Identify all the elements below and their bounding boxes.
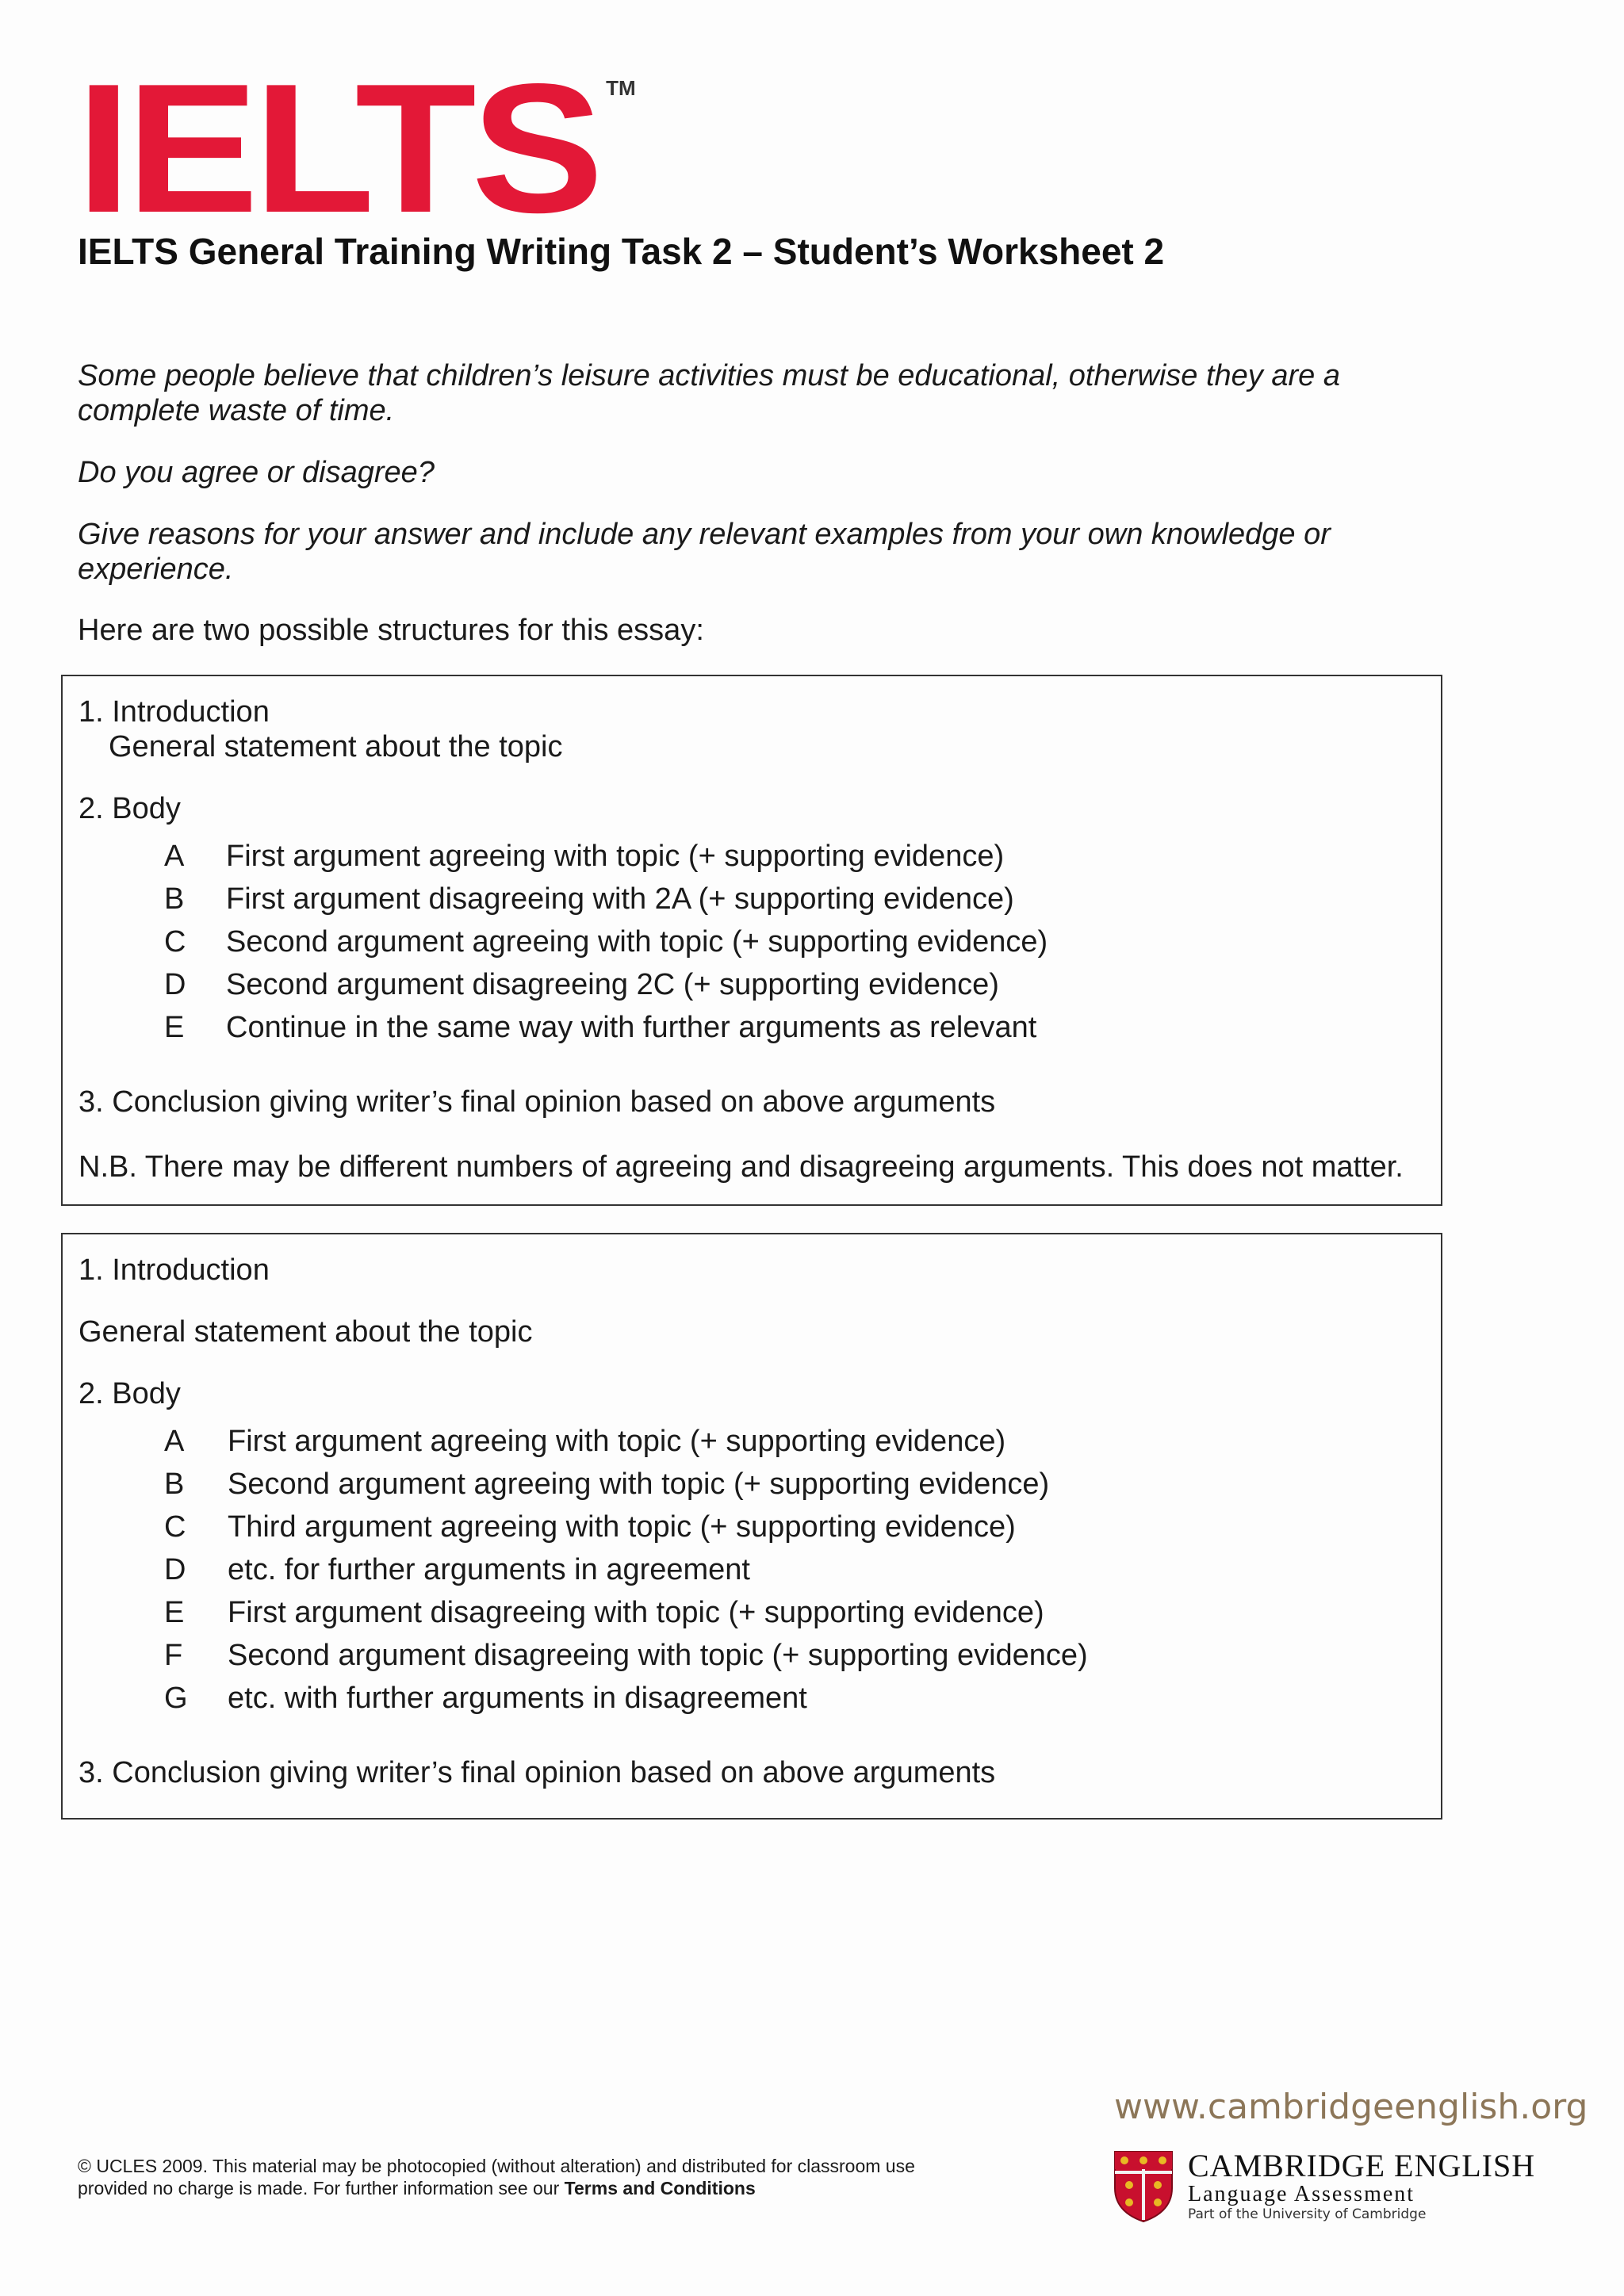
- structure-box-1: [61, 675, 1442, 1206]
- copyright-text: © UCLES 2009. This material may be photocopied (without alteration) and distributed for classroom use provided no charge is made. For further information see our: [78, 2156, 915, 2198]
- website-url[interactable]: www.cambridgeenglish.org: [1114, 2087, 1588, 2127]
- item-letter: G: [164, 1682, 188, 1715]
- trademark-symbol: TM: [606, 76, 636, 100]
- item-letter: F: [164, 1639, 183, 1672]
- item-text: Second argument disagreeing with topic (+ supporting evidence): [228, 1639, 1088, 1672]
- item-letter: A: [164, 840, 185, 873]
- item-letter: E: [164, 1596, 185, 1629]
- copyright-notice: [78, 2155, 990, 2199]
- structures-intro: Here are two possible structures for this essay:: [78, 614, 704, 647]
- brand-subtitle: Language Assessment: [1188, 2182, 1415, 2206]
- intro-text: General statement about the topic: [109, 730, 563, 763]
- item-text: First argument agreeing with topic (+ supporting evidence): [226, 840, 1005, 873]
- item-text: Third argument agreeing with topic (+ supporting evidence): [228, 1510, 1016, 1544]
- item-text: etc. for further arguments in agreement: [228, 1553, 750, 1586]
- item-letter: D: [164, 1553, 186, 1586]
- item-text: Second argument disagreeing 2C (+ supporting evidence): [226, 968, 999, 1001]
- intro-heading: 1. Introduction: [79, 1253, 270, 1287]
- intro-heading: 1. Introduction: [79, 695, 270, 729]
- item-letter: C: [164, 1510, 186, 1544]
- prompt-instruction: Give reasons for your answer and include any relevant examples from your own knowledge or experience.: [78, 518, 1331, 586]
- brand-affiliation: Part of the University of Cambridge: [1188, 2206, 1427, 2222]
- intro-text: General statement about the topic: [79, 1315, 533, 1349]
- item-text: First argument disagreeing with topic (+ supporting evidence): [228, 1596, 1044, 1629]
- body-heading: 2. Body: [79, 1377, 181, 1410]
- item-text: Continue in the same way with further arguments as relevant: [226, 1011, 1037, 1044]
- structure-box-2: [61, 1233, 1442, 1820]
- nb-note: N.B. There may be different numbers of agreeing and disagreeing arguments. This does not matter.: [79, 1150, 1404, 1184]
- prompt-question: Do you agree or disagree?: [78, 456, 435, 489]
- item-text: First argument agreeing with topic (+ supporting evidence): [228, 1425, 1006, 1458]
- item-letter: C: [164, 925, 186, 959]
- ielts-logo: [76, 46, 636, 251]
- terms-link[interactable]: Terms and Conditions: [564, 2178, 756, 2198]
- page-title: IELTS General Training Writing Task 2 – Student’s Worksheet 2: [78, 231, 1165, 272]
- item-letter: E: [164, 1011, 185, 1044]
- item-text: Second argument agreeing with topic (+ supporting evidence): [228, 1468, 1050, 1501]
- item-text: Second argument agreeing with topic (+ supporting evidence): [226, 925, 1048, 959]
- item-letter: B: [164, 1468, 185, 1501]
- item-letter: D: [164, 968, 186, 1001]
- item-text: First argument disagreeing with 2A (+ supporting evidence): [226, 882, 1014, 916]
- conclusion: 3. Conclusion giving writer’s final opinion based on above arguments: [79, 1756, 996, 1789]
- item-text: etc. with further arguments in disagreement: [228, 1682, 807, 1715]
- cambridge-crest-icon: [1113, 2150, 1174, 2223]
- item-letter: A: [164, 1425, 185, 1458]
- conclusion: 3. Conclusion giving writer’s final opinion based on above arguments: [79, 1085, 996, 1119]
- item-letter: B: [164, 882, 185, 916]
- logo-wordmark: IELTS: [76, 46, 599, 251]
- brand-name: CAMBRIDGE ENGLISH: [1188, 2148, 1536, 2183]
- body-heading: 2. Body: [79, 792, 181, 825]
- prompt-statement: Some people believe that children’s leisure activities must be educational, otherwise they are a complete waste of time.: [78, 359, 1340, 427]
